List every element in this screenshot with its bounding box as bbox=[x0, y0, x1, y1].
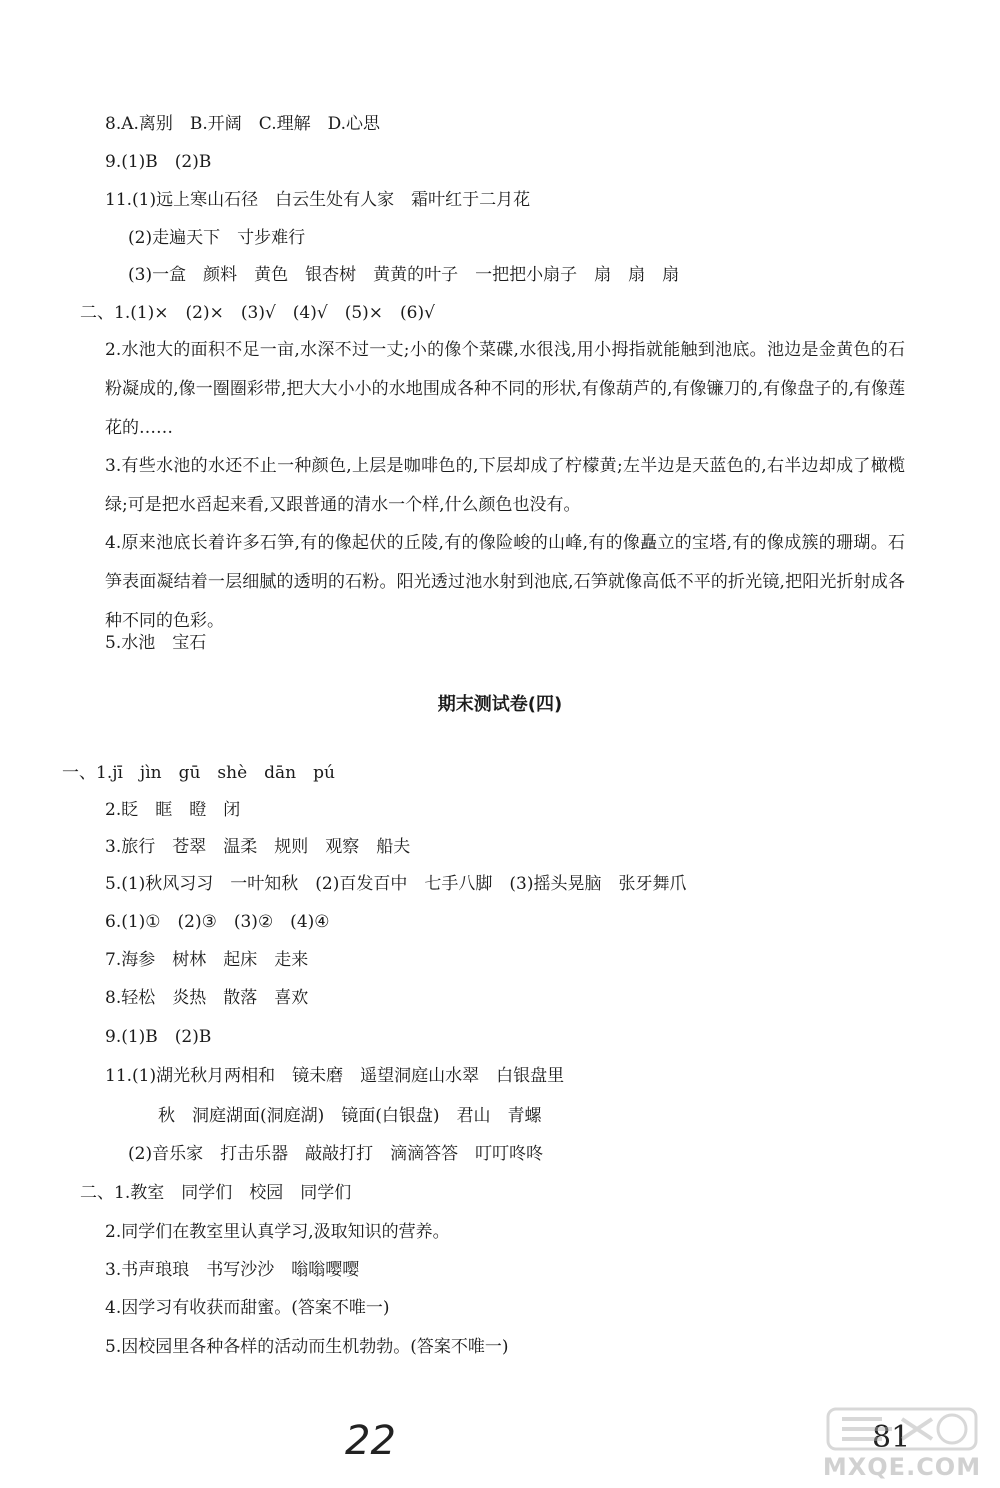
answer-line-b-part2-4: 4.因学习有收获而甜蜜。(答案不唯一) bbox=[105, 1298, 390, 1318]
page-number: 81 bbox=[872, 1420, 911, 1455]
answer-line-9: 9.(1)B (2)B bbox=[105, 152, 212, 172]
answer-line-b11-1-cont: 秋 洞庭湖面(洞庭湖) 镜面(白银盘) 君山 青螺 bbox=[158, 1106, 542, 1126]
answer-line-b-part2-2: 2.同学们在教室里认真学习,汲取知识的营养。 bbox=[105, 1222, 450, 1242]
section-title: 期末测试卷(四) bbox=[437, 694, 563, 715]
answer-line-11-1: 11.(1)远上寒山石径 白云生处有人家 霜叶红于二月花 bbox=[105, 190, 531, 210]
answer-line-11-2: (2)走遍天下 寸步难行 bbox=[128, 228, 306, 248]
answer-line-b7: 7.海参 树林 起床 走来 bbox=[105, 950, 309, 970]
pinyin-line: 一、1.jī jìn gū shè dān pú bbox=[62, 763, 335, 783]
answer-line-b6: 6.(1)① (2)③ (3)② (4)④ bbox=[105, 912, 330, 932]
answer-line-b9: 9.(1)B (2)B bbox=[105, 1027, 212, 1047]
answer-line-b8: 8.轻松 炎热 散落 喜欢 bbox=[105, 988, 309, 1008]
answer-line-b11-1: 11.(1)湖光秋月两相和 镜未磨 遥望洞庭山水翠 白银盘里 bbox=[105, 1066, 565, 1086]
answer-line-b11-2: (2)音乐家 打击乐器 敲敲打打 滴滴答答 叮叮咚咚 bbox=[128, 1144, 544, 1164]
watermark-logo bbox=[822, 1405, 982, 1483]
answer-line-b-part2-3: 3.书声琅琅 书写沙沙 嗡嗡嘤嘤 bbox=[105, 1260, 360, 1280]
answer-line-b5: 5.(1)秋风习习 一叶知秋 (2)百发百中 七手八脚 (3)摇头晃脑 张牙舞爪 bbox=[105, 874, 687, 894]
handwritten-page-number: 22 bbox=[345, 1418, 396, 1464]
watermark-text: MXQE.COM bbox=[822, 1453, 982, 1481]
answer-line-8: 8.A.离别 B.开阔 C.理解 D.心思 bbox=[105, 114, 381, 134]
answer-paragraph-4: 4.原来池底长着许多石笋,有的像起伏的丘陵,有的像险峻的山峰,有的像矗立的宝塔,有的像成簇的珊瑚。石笋表面凝结着一层细腻的透明的石粉。阳光透过池水射到池底,石笋就像高低不平的折光镜,把阳光折射成各种不同的色彩。 bbox=[105, 533, 905, 631]
answer-line-11-3: (3)一盒 颜料 黄色 银杏树 黄黄的叶子 一把把小扇子 扇 扇 扇 bbox=[128, 265, 680, 285]
answer-line-part2-1: 二、1.(1)× (2)× (3)√ (4)√ (5)× (6)√ bbox=[80, 303, 435, 323]
answer-line-part2-5: 5.水池 宝石 bbox=[105, 633, 207, 653]
answer-line-b-part2-5: 5.因校园里各种各样的活动而生机勃勃。(答案不唯一) bbox=[105, 1337, 509, 1357]
answer-line-b2: 2.眨 眶 瞪 闭 bbox=[105, 800, 241, 820]
answer-paragraph-2: 2.水池大的面积不足一亩,水深不过一丈;小的像个菜碟,水很浅,用小拇指就能触到池底。池边是金黄色的石粉凝成的,像一圈圈彩带,把大大小小的水地围成各种不同的形状,有像葫芦的,有像镰刀的,有像盘子的,有像莲花的…… bbox=[105, 340, 905, 438]
answer-line-b3: 3.旅行 苍翠 温柔 规则 观察 船夫 bbox=[105, 837, 411, 857]
answer-line-b-part2-1: 二、1.教室 同学们 校园 同学们 bbox=[80, 1183, 352, 1203]
answer-paragraph-3: 3.有些水池的水还不止一种颜色,上层是咖啡色的,下层却成了柠檬黄;左半边是天蓝色的,右半边却成了橄榄绿;可是把水舀起来看,又跟普通的清水一个样,什么颜色也没有。 bbox=[105, 456, 905, 515]
watermark-logo-icon bbox=[822, 1405, 982, 1455]
